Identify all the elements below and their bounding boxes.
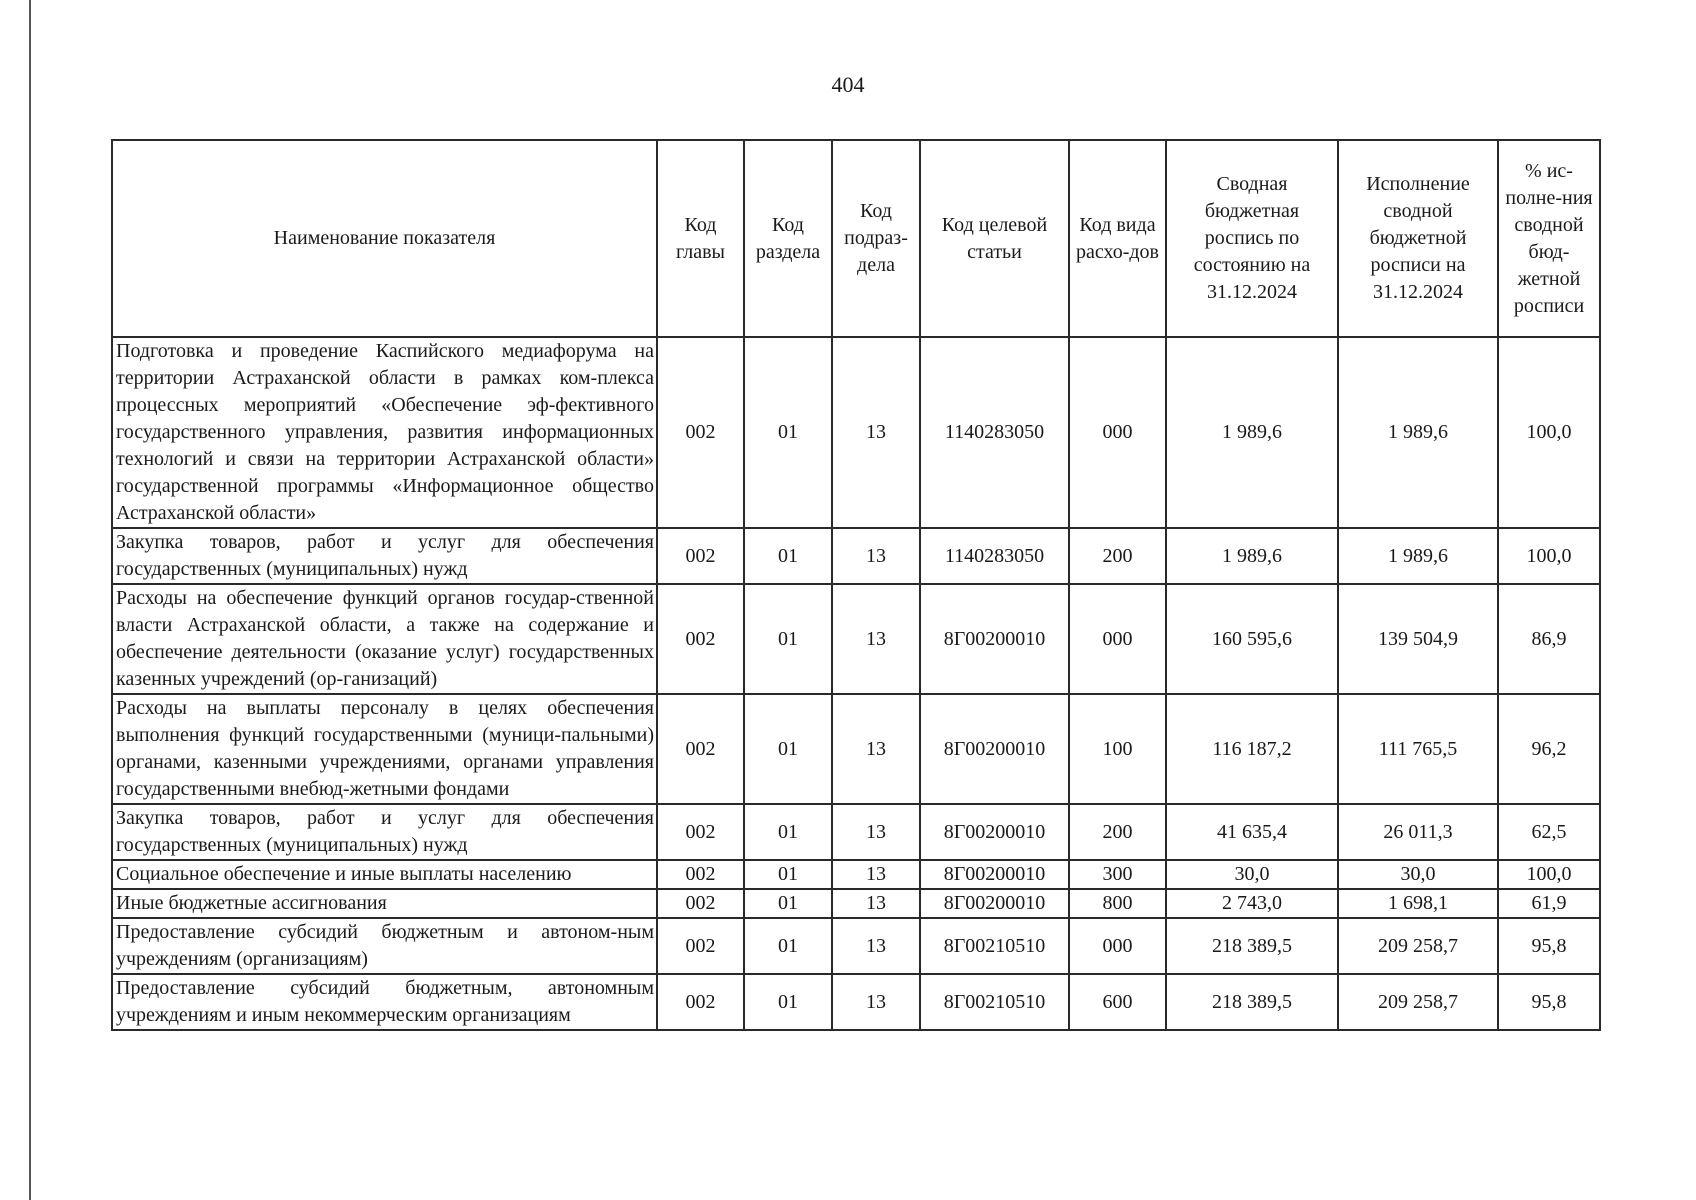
row-expense-type: 100 bbox=[1069, 694, 1166, 804]
row-target: 8Г00200010 bbox=[920, 584, 1069, 694]
row-budget: 2 743,0 bbox=[1166, 889, 1338, 918]
row-percent: 62,5 bbox=[1498, 804, 1600, 860]
header-subsection bbox=[832, 140, 920, 337]
row-chapter: 002 bbox=[657, 337, 744, 528]
row-percent: 96,2 bbox=[1498, 694, 1600, 804]
page-number: 404 bbox=[831, 72, 865, 97]
row-name: Подготовка и проведение Каспийского медиафорума на территории Астраханской области в рамках ком-плекса процессных мероприятий «Обеспечение эф-фективного государственного управления, развития информационных технологий и связи на территории Астраханской области» государственной программы «Информационное общество Астраханской области» bbox=[112, 337, 657, 528]
header-expense-type-text: Код вида расхо-дов bbox=[1075, 213, 1159, 263]
budget-execution-table bbox=[111, 139, 1601, 1031]
row-name: Расходы на обеспечение функций органов государ-ственной власти Астраханской области, а также на содержание и обеспечение деятельности (оказание услуг) государственных казенных учреждений (ор-ганизаций) bbox=[112, 584, 657, 694]
header-expense-type bbox=[1069, 140, 1166, 337]
header-target-text: Код целевой статьи bbox=[941, 213, 1048, 263]
row-subsection: 13 bbox=[832, 528, 920, 584]
header-chapter bbox=[657, 140, 744, 337]
row-subsection: 13 bbox=[832, 584, 920, 694]
row-subsection: 13 bbox=[832, 918, 920, 974]
row-section: 01 bbox=[744, 694, 832, 804]
row-percent: 100,0 bbox=[1498, 860, 1600, 889]
table-row bbox=[112, 804, 1600, 860]
header-row bbox=[112, 140, 1600, 337]
row-expense-type: 200 bbox=[1069, 528, 1166, 584]
row-target: 8Г00200010 bbox=[920, 694, 1069, 804]
row-budget: 218 389,5 bbox=[1166, 918, 1338, 974]
header-chapter-text: Код главы bbox=[676, 213, 725, 263]
row-execution: 1 698,1 bbox=[1338, 889, 1498, 918]
row-target: 8Г00200010 bbox=[920, 860, 1069, 889]
row-target: 1140283050 bbox=[920, 528, 1069, 584]
row-subsection: 13 bbox=[832, 337, 920, 528]
row-expense-type: 000 bbox=[1069, 584, 1166, 694]
row-name: Расходы на выплаты персоналу в целях обеспечения выполнения функций государственными (муници-пальными) органами, казенными учреждениями, органами управления государственными внебюд-жетными фондами bbox=[112, 694, 657, 804]
row-subsection: 13 bbox=[832, 889, 920, 918]
header-percent-text: % ис-полне-ния сводной бюд-жетной росписи bbox=[1505, 159, 1593, 317]
row-subsection: 13 bbox=[832, 694, 920, 804]
row-name: Закупка товаров, работ и услуг для обеспечения государственных (муниципальных) нужд bbox=[112, 804, 657, 860]
row-section: 01 bbox=[744, 584, 832, 694]
row-section: 01 bbox=[744, 860, 832, 889]
row-execution: 209 258,7 bbox=[1338, 974, 1498, 1030]
row-chapter: 002 bbox=[657, 694, 744, 804]
table-body bbox=[112, 337, 1600, 1030]
row-percent: 95,8 bbox=[1498, 974, 1600, 1030]
header-budget bbox=[1166, 140, 1338, 337]
row-expense-type: 000 bbox=[1069, 918, 1166, 974]
header-name-text: Наименование показателя bbox=[273, 227, 496, 249]
scan-edge-line bbox=[29, 0, 31, 1200]
row-execution: 26 011,3 bbox=[1338, 804, 1498, 860]
header-name bbox=[112, 140, 657, 337]
table-row bbox=[112, 860, 1600, 889]
row-percent: 100,0 bbox=[1498, 337, 1600, 528]
row-execution: 30,0 bbox=[1338, 860, 1498, 889]
header-execution bbox=[1338, 140, 1498, 337]
row-name: Предоставление субсидий бюджетным, автономным учреждениям и иным некоммерческим организациям bbox=[112, 974, 657, 1030]
header-subsection-text: Код подраз-дела bbox=[844, 200, 908, 276]
row-budget: 160 595,6 bbox=[1166, 584, 1338, 694]
row-chapter: 002 bbox=[657, 974, 744, 1030]
row-execution: 1 989,6 bbox=[1338, 528, 1498, 584]
row-chapter: 002 bbox=[657, 889, 744, 918]
row-section: 01 bbox=[744, 918, 832, 974]
row-expense-type: 800 bbox=[1069, 889, 1166, 918]
table-row bbox=[112, 584, 1600, 694]
header-section-text: Код раздела bbox=[755, 213, 821, 263]
row-name: Социальное обеспечение и иные выплаты населению bbox=[112, 860, 657, 889]
row-name: Иные бюджетные ассигнования bbox=[112, 889, 657, 918]
header-execution-text: Исполнение сводной бюджетной росписи на 31.12.2024 bbox=[1366, 173, 1470, 303]
table-row bbox=[112, 974, 1600, 1030]
row-chapter: 002 bbox=[657, 860, 744, 889]
row-name: Предоставление субсидий бюджетным и автоном-ным учреждениям (организациям) bbox=[112, 918, 657, 974]
row-budget: 218 389,5 bbox=[1166, 974, 1338, 1030]
row-section: 01 bbox=[744, 889, 832, 918]
row-budget: 41 635,4 bbox=[1166, 804, 1338, 860]
row-budget: 30,0 bbox=[1166, 860, 1338, 889]
table-row bbox=[112, 337, 1600, 528]
row-chapter: 002 bbox=[657, 584, 744, 694]
row-subsection: 13 bbox=[832, 974, 920, 1030]
row-section: 01 bbox=[744, 337, 832, 528]
row-budget: 1 989,6 bbox=[1166, 337, 1338, 528]
row-execution: 1 989,6 bbox=[1338, 337, 1498, 528]
row-execution: 209 258,7 bbox=[1338, 918, 1498, 974]
row-expense-type: 600 bbox=[1069, 974, 1166, 1030]
row-subsection: 13 bbox=[832, 860, 920, 889]
row-section: 01 bbox=[744, 974, 832, 1030]
row-section: 01 bbox=[744, 804, 832, 860]
row-percent: 61,9 bbox=[1498, 889, 1600, 918]
table-row bbox=[112, 694, 1600, 804]
row-target: 8Г00210510 bbox=[920, 974, 1069, 1030]
row-percent: 86,9 bbox=[1498, 584, 1600, 694]
table-row bbox=[112, 528, 1600, 584]
header-budget-text: Сводная бюджетная роспись по состоянию на 31.12.2024 bbox=[1193, 173, 1311, 303]
row-percent: 100,0 bbox=[1498, 528, 1600, 584]
row-chapter: 002 bbox=[657, 918, 744, 974]
row-name: Закупка товаров, работ и услуг для обеспечения государственных (муниципальных) нужд bbox=[112, 528, 657, 584]
row-expense-type: 000 bbox=[1069, 337, 1166, 528]
row-chapter: 002 bbox=[657, 528, 744, 584]
row-execution: 111 765,5 bbox=[1338, 694, 1498, 804]
row-percent: 95,8 bbox=[1498, 918, 1600, 974]
table-row bbox=[112, 918, 1600, 974]
row-chapter: 002 bbox=[657, 804, 744, 860]
row-target: 8Г00200010 bbox=[920, 889, 1069, 918]
row-expense-type: 200 bbox=[1069, 804, 1166, 860]
row-target: 8Г00200010 bbox=[920, 804, 1069, 860]
row-budget: 1 989,6 bbox=[1166, 528, 1338, 584]
header-target bbox=[920, 140, 1069, 337]
header-percent bbox=[1498, 140, 1600, 337]
row-budget: 116 187,2 bbox=[1166, 694, 1338, 804]
header-section bbox=[744, 140, 832, 337]
row-expense-type: 300 bbox=[1069, 860, 1166, 889]
row-target: 8Г00210510 bbox=[920, 918, 1069, 974]
row-subsection: 13 bbox=[832, 804, 920, 860]
table-row bbox=[112, 889, 1600, 918]
row-execution: 139 504,9 bbox=[1338, 584, 1498, 694]
table-header bbox=[112, 140, 1600, 337]
row-section: 01 bbox=[744, 528, 832, 584]
row-target: 1140283050 bbox=[920, 337, 1069, 528]
